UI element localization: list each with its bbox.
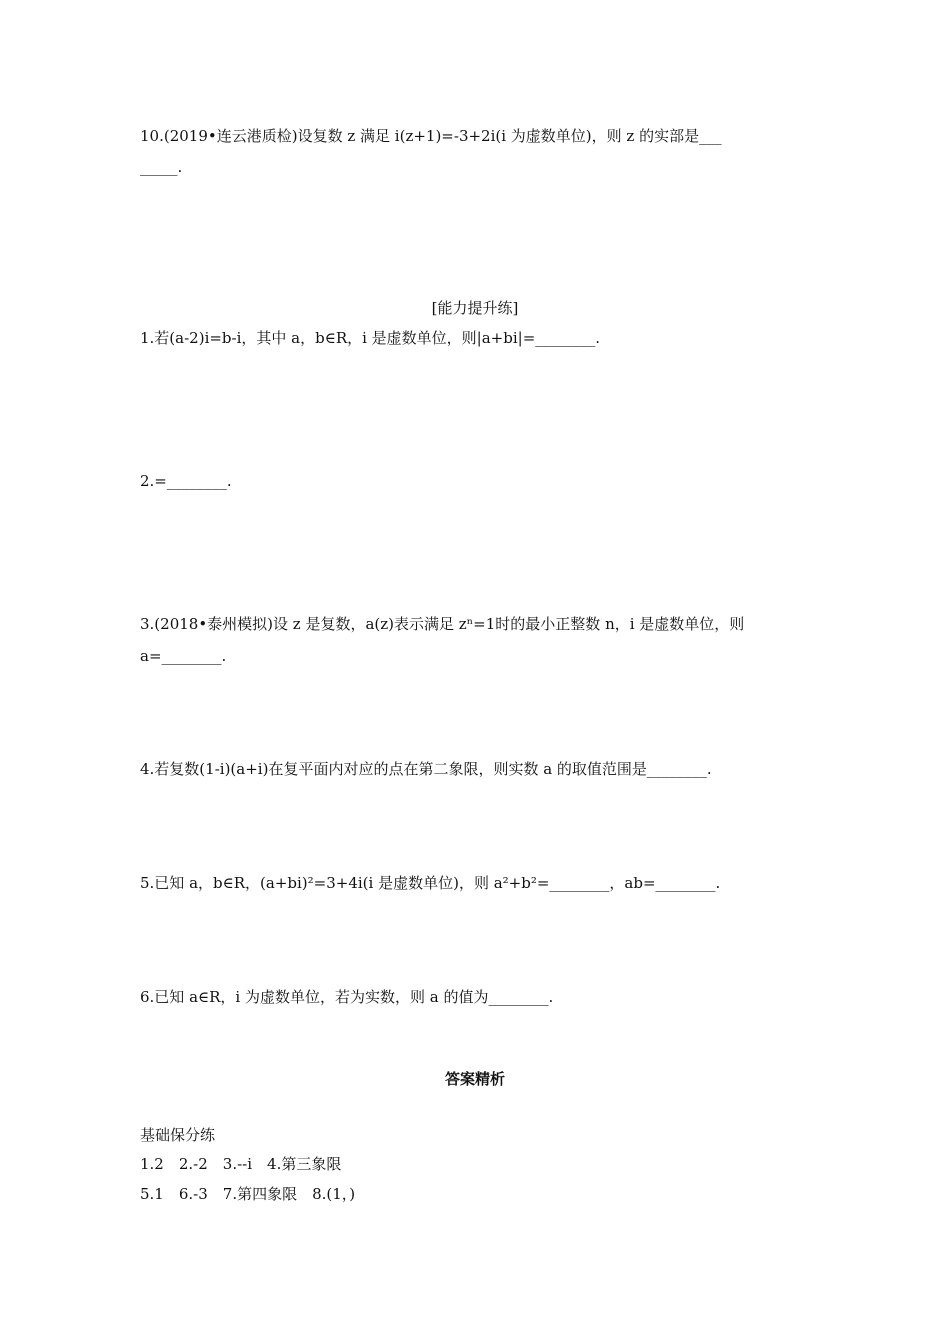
problem-5: 5.已知 a，b∈R，(a+bi)²=3+4i(i 是虚数单位)，则 a²+b²=________，ab=________.	[140, 874, 721, 892]
problem-10-line-2: _____.	[140, 158, 183, 176]
answers-row-1: 1.2 2.-2 3.--i 4.第三象限	[140, 1155, 342, 1173]
answers-subtitle: 基础保分练	[140, 1126, 216, 1144]
answers-row-2: 5.1 6.-3 7.第四象限 8.(1，)	[140, 1185, 356, 1203]
answers-title: 答案精析	[444, 1070, 505, 1088]
problem-1: 1.若(a-2)i=b-i，其中 a，b∈R，i 是虚数单位，则|a+bi|=________.	[140, 329, 601, 347]
problem-2: 2.=________.	[140, 472, 232, 490]
section-title: [能力提升练]	[431, 299, 519, 317]
problem-6: 6.已知 a∈R，i 为虚数单位，若为实数，则 a 的值为________.	[140, 988, 554, 1006]
problem-4: 4.若复数(1-i)(a+i)在复平面内对应的点在第二象限，则实数 a 的取值范围是________.	[140, 760, 712, 778]
problem-10-line-1: 10.(2019•连云港质检)设复数 z 满足 i(z+1)=-3+2i(i 为虚数单位)，则 z 的实部是___	[140, 127, 722, 145]
problem-3-line-2: a=________.	[140, 647, 227, 665]
problem-3-line-1: 3.(2018•泰州模拟)设 z 是复数，a(z)表示满足 zⁿ=1时的最小正整数 n，i 是虚数单位，则	[140, 615, 745, 633]
